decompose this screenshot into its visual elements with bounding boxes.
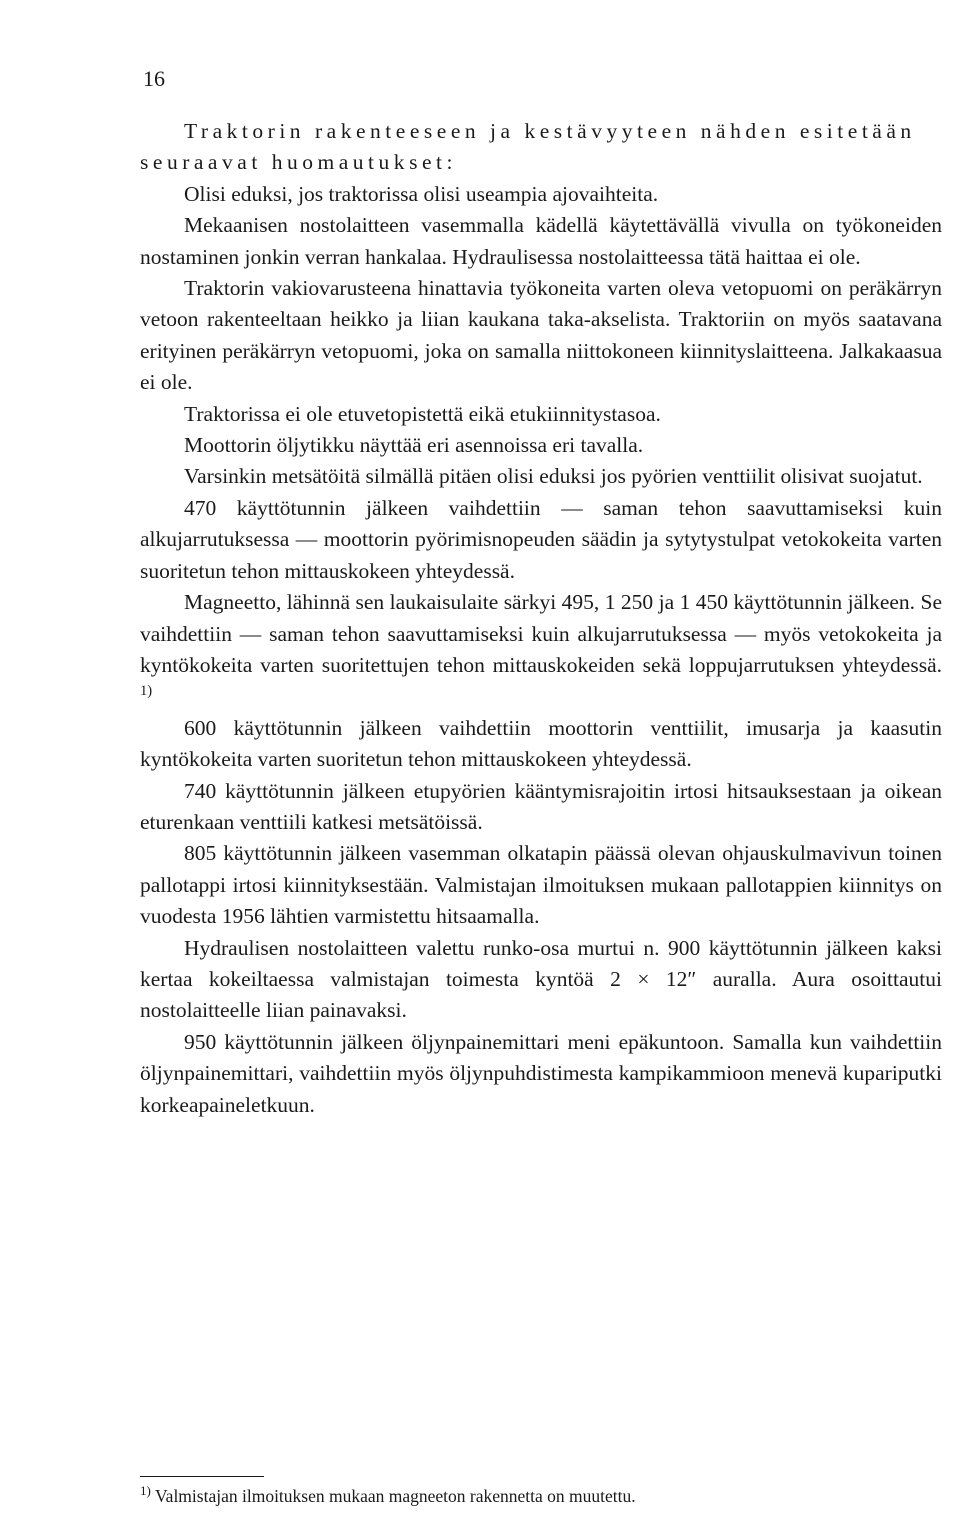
footnote-text: Valmistajan ilmoituksen mukaan magneeton rakennetta on muutettu. [154, 1486, 636, 1506]
paragraph-valves: Varsinkin metsätöitä silmällä pitäen olisi eduksi jos pyörien venttiilit olisivat suojatut. [184, 464, 923, 489]
page-number: 16 [143, 66, 165, 91]
footnote-mark: 1) [140, 1483, 151, 1499]
paragraph-600-hours: 600 käyttötunnin jälkeen vaihdettiin moottorin venttiilit, imusarja ja kaasutin kyntökokeita varten suoritetun tehon mittauskokeen yhteydessä. [140, 715, 942, 772]
paragraph-mechanical-lift: Mekaanisen nostolaitteen vasemmalla kädellä käytettävällä vivulla on työkoneiden nostaminen jonkin verran hankalaa. Hydraulisessa nostolaitteessa tätä haittaa ei ole. [140, 213, 942, 269]
paragraph-740-hours: 740 käyttötunnin jälkeen etupyörien kääntymisrajoitin irtosi hitsauksestaan ja oikean eturenkaan venttiili katkesi metsätöissä. [140, 778, 942, 834]
paragraph-805-hours: 805 käyttötunnin jälkeen vasemman olkatapin päässä olevan ohjauskulmavivun toinen pallotappi irtosi kiinnityksestään. Valmistajan ilmoituksen mukaan pallotappien kiinnitys on vuodesta 1956 lähtien varmistettu hitsaamalla. [140, 841, 942, 929]
paragraph-gears: Olisi eduksi, jos traktorissa olisi useampia ajovaihteita. [184, 181, 659, 206]
paragraph-magneto-text: Magneetto, lähinnä sen laukaisulaite särkyi 495, 1 250 ja 1 450 käyttötunnin jälkeen. Se vaihdettiin — saman tehon saavuttamiseksi kuin alkujarrutuksessa — myös vetokokeita ja kyntökokeita varten suoritettujen tehon mittauskokeiden sekä loppujarrutuksen yhteydessä. [140, 590, 942, 677]
paragraph-950-hours: 950 käyttötunnin jälkeen öljynpainemittari meni epäkuntoon. Samalla kun vaihdettiin öljynpainemittari, vaihdettiin myös öljynpuhdistimesta kampikammioon menevä kupariputki korkeapaineletkuun. [140, 1029, 942, 1117]
paragraph-470-hours: 470 käyttötunnin jälkeen vaihdettiin — saman tehon saavuttamiseksi kuin alkujarrutuksessa — moottorin pyörimisnopeuden säädin ja sytytystulpat vetokokeita varten suoritetun tehon mittauskokeen yhteydessä. [140, 495, 942, 583]
paragraph-drawbar: Traktorin vakiovarusteena hinattavia työkoneita varten oleva vetopuomi on peräkärryn vetoon rakenteeltaan heikko ja liian kaukana taka-akselista. Traktoriin on myös saatavana erityinen peräkärryn vetopuomi, joka on samalla niittokoneen kiinnityslaitteena. Jalkakaasua ei ole. [140, 276, 942, 395]
footnote [140, 1484, 942, 1508]
paragraph-hydraulic-lift: Hydraulisen nostolaitteen valettu runko-osa murtui n. 900 käyttötunnin jälkeen kaksi kertaa kokeiltaessa valmistajan toimesta kyntöä 2 × 12″ auralla. Aura osoittautui nostolaitteelle liian painavaksi. [140, 935, 942, 1023]
paragraph-front-hitch: Traktorissa ei ole etuvetopistettä eikä etukiinnitystasoa. [184, 401, 661, 426]
paragraph-magneto [140, 587, 942, 713]
page-body [140, 116, 942, 1121]
section-heading: Traktorin rakenteeseen ja kestävyyteen nähden esitetään seuraavat huomautukset: [140, 119, 916, 175]
footnote-divider [140, 1476, 264, 1477]
footnote-reference: 1) [140, 683, 153, 700]
paragraph-dipstick: Moottorin öljytikku näyttää eri asennoissa eri tavalla. [184, 433, 644, 458]
